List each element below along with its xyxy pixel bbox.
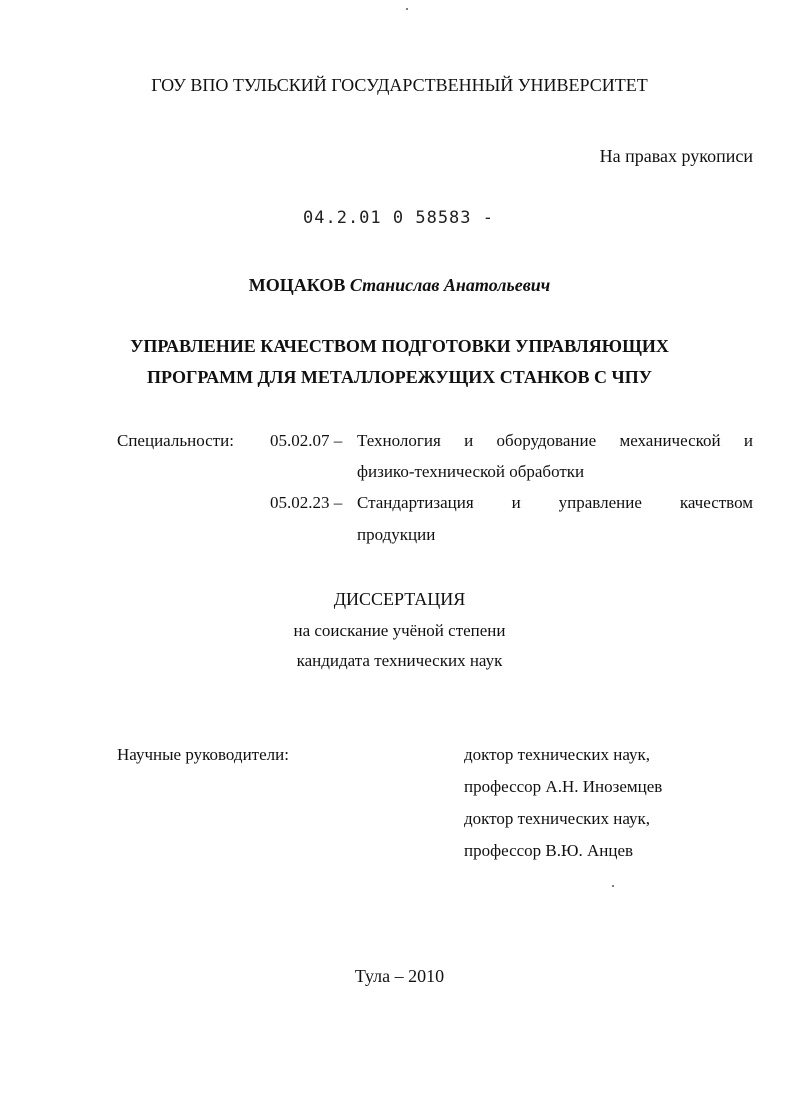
registration-stamp: 04.2.01 0 58583 - — [303, 208, 494, 228]
supervisors-label: Научные руководители: — [117, 745, 289, 764]
supervisor-line: профессор В.Ю. Анцев — [464, 841, 634, 860]
dissertation-heading: ДИССЕРТАЦИЯ — [333, 589, 466, 609]
degree-line-2: кандидата технических наук — [296, 651, 503, 670]
specialty-description: Стандартизация и управление качеством — [357, 493, 754, 512]
author-given-names: Станислав Анатольевич — [349, 275, 551, 295]
scan-speck — [612, 885, 614, 887]
specialty-description-cont: физико-технической обработки — [357, 462, 585, 481]
specialties-label: Специальности: — [117, 431, 234, 450]
specialty-code: 05.02.23 – — [270, 493, 343, 512]
specialty-code: 05.02.07 – — [270, 431, 343, 450]
supervisor-line: доктор технических наук, — [464, 809, 651, 828]
specialty-description-cont: продукции — [357, 525, 436, 544]
manuscript-note: На правах рукописи — [599, 146, 753, 166]
specialty-description: Технология и оборудование механической и — [357, 431, 754, 450]
city-year: Тула – 2010 — [354, 966, 445, 986]
degree-line-1: на соискание учёной степени — [293, 621, 506, 640]
supervisor-line: профессор А.Н. Иноземцев — [464, 777, 663, 796]
dissertation-title-line-2: ПРОГРАММ ДЛЯ МЕТАЛЛОРЕЖУЩИХ СТАНКОВ С ЧПУ — [147, 367, 652, 387]
author-surname: МОЦАКОВ — [248, 275, 346, 295]
university-name: ГОУ ВПО ТУЛЬСКИЙ ГОСУДАРСТВЕННЫЙ УНИВЕРСИТЕТ — [151, 75, 648, 95]
author-name — [0, 275, 799, 296]
scan-speck — [406, 8, 408, 10]
supervisor-line: доктор технических наук, — [464, 745, 651, 764]
dissertation-title-line-1: УПРАВЛЕНИЕ КАЧЕСТВОМ ПОДГОТОВКИ УПРАВЛЯЮЩИХ — [130, 336, 669, 356]
